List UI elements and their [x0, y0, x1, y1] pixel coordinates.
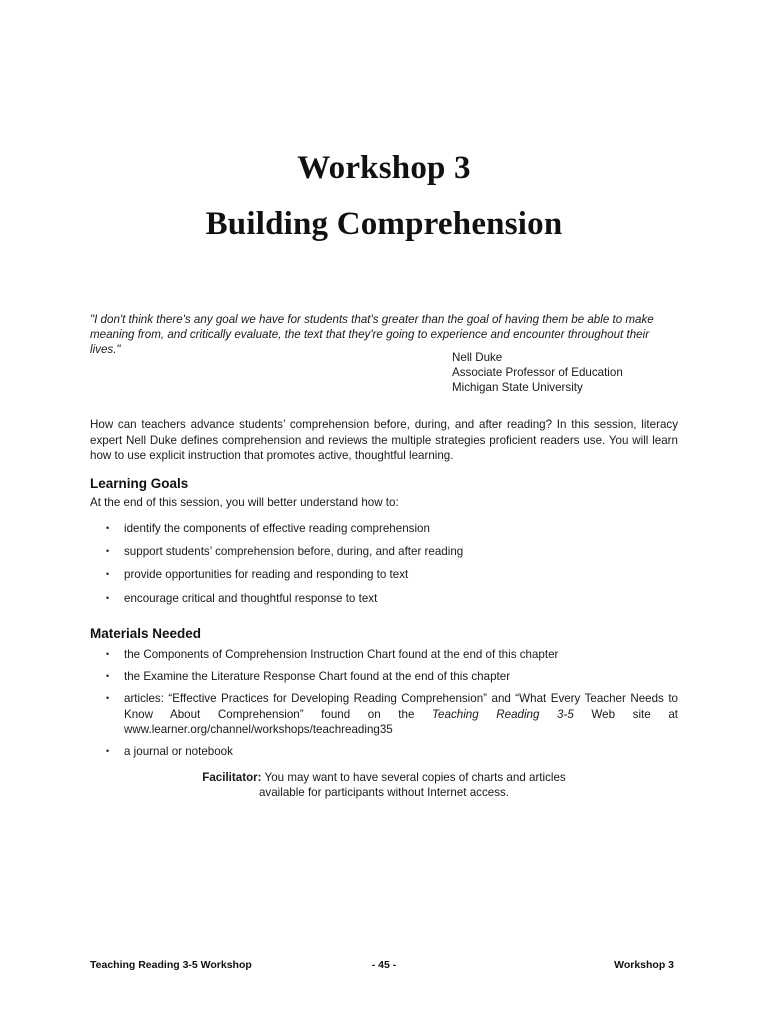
materials-list: [106, 647, 678, 766]
workshop-number-title: Workshop 3: [297, 150, 471, 186]
bullet-icon: •: [106, 746, 110, 756]
materials-needed-heading: Materials Needed: [90, 626, 202, 641]
bullet-icon: •: [106, 523, 110, 533]
facilitator-note-line2: available for participants without Internet access.: [258, 786, 510, 799]
footer-publication: Teaching Reading 3-5 Workshop: [90, 959, 252, 971]
facilitator-note: [0, 770, 768, 800]
footer-section: Workshop 3: [614, 959, 674, 971]
workshop-topic-title: Building Comprehension: [205, 206, 563, 242]
bullet-icon: •: [106, 592, 110, 603]
goal-text: encourage critical and thoughtful response to text: [124, 591, 378, 605]
goal-text: support students’ comprehension before, during, and after reading: [124, 545, 464, 559]
material-text: the Examine the Literature Response Chart found at the end of this chapter: [124, 670, 511, 683]
list-item: [106, 544, 678, 560]
list-item: [106, 744, 678, 760]
learning-goals-heading: Learning Goals: [90, 476, 189, 491]
bullet-icon: •: [106, 569, 110, 580]
learning-goals-intro: At the end of this session, you will better understand how to:: [90, 496, 399, 509]
attribution-institution: Michigan State University: [452, 381, 583, 394]
material-text-part: Web site at www.learner.org/channel/workshops/teachreading35: [124, 707, 678, 736]
facilitator-label: Facilitator:: [202, 771, 262, 784]
goal-text: identify the components of effective reading comprehension: [124, 522, 430, 535]
bullet-icon: •: [106, 693, 110, 703]
opening-quote: "I don't think there's any goal we have for students that's greater than the goal of having them be able to make meaning from, and critically evaluate, the text that they're going to experience and encounter throughout their lives.": [90, 313, 654, 356]
session-intro-paragraph: How can teachers advance students’ comprehension before, during, and after reading? In this session, literacy expert Nell Duke defines comprehension and reviews the multiple strategies proficient readers use. You will learn how to use explicit instruction that promotes active, thoughtful learning.: [90, 418, 678, 462]
material-text-part: articles: “Effective Practices for Developing Reading Comprehension” and “What Every Teacher Needs to Know About Comprehension” found on the: [124, 692, 678, 721]
goal-text: provide opportunities for reading and responding to text: [124, 568, 409, 582]
list-item: [106, 521, 678, 537]
material-text: a journal or notebook: [124, 745, 233, 758]
material-site-name: Teaching Reading 3-5: [432, 707, 574, 721]
facilitator-note-line1: You may want to have several copies of charts and articles: [261, 771, 566, 784]
attribution-name: Nell Duke: [452, 351, 503, 364]
list-item: [106, 591, 678, 607]
learning-goals-list: [106, 521, 678, 614]
quote-attribution: [452, 350, 623, 395]
material-text: the Components of Comprehension Instruction Chart found at the end of this chapter: [124, 648, 559, 661]
bullet-icon: •: [106, 546, 110, 557]
list-item: [106, 647, 678, 663]
list-item: [106, 669, 678, 685]
attribution-role: Associate Professor of Education: [452, 366, 623, 379]
bullet-icon: •: [106, 649, 110, 659]
bullet-icon: •: [106, 671, 110, 681]
list-item: [106, 567, 678, 583]
list-item: [106, 691, 678, 738]
footer-page-number: - 45 -: [371, 959, 397, 971]
